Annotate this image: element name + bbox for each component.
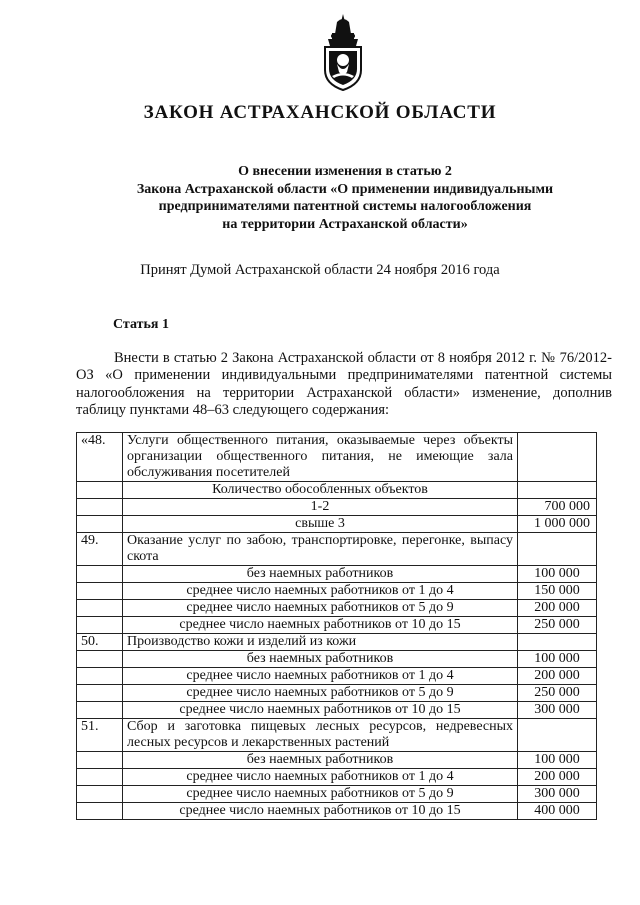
row-label: среднее число наемных работников от 1 до 4 [123,769,518,786]
table-row [77,719,597,752]
row-value: 100 000 [518,566,597,583]
item-number: 49. [77,533,123,566]
row-label: среднее число наемных работников от 5 до 9 [123,786,518,803]
subtitle-line: на территории Астраханской области» [222,216,468,232]
subtitle-line: О внесении изменения в статью 2 [238,164,452,179]
article-heading: Статья 1 [113,317,169,332]
table-row [77,499,597,516]
row-value: 100 000 [518,752,597,769]
law-title: ЗАКОН АСТРАХАНСКОЙ ОБЛАСТИ [143,102,497,123]
item-title: Оказание услуг по забою, транспортировке, перегонке, выпасу скота [123,533,518,566]
table-row [77,752,597,769]
row-value: 400 000 [518,803,597,820]
table-row [77,583,597,600]
row-value: 200 000 [518,668,597,685]
row-label: без наемных работников [123,566,518,583]
row-label: свыше 3 [123,516,518,533]
row-label: среднее число наемных работников от 5 до 9 [123,600,518,617]
coat-of-arms-icon [318,12,368,92]
row-value: 100 000 [518,651,597,668]
row-label: без наемных работников [123,752,518,769]
item-title: Сбор и заготовка пищевых лесных ресурсов, недревесных лесных ресурсов и лекарственных растений [123,719,518,752]
item-title: Услуги общественного питания, оказываемые через объекты организации общественного питания, не имеющие зала обслуживания посетителей [123,433,518,482]
table-row [77,651,597,668]
row-label: 1-2 [123,499,518,516]
row-label: среднее число наемных работников от 10 до 15 [123,803,518,820]
table-row [77,668,597,685]
row-value: 300 000 [518,702,597,719]
subtitle-line: Закона Астраханской области «О применении индивидуальными [136,181,554,197]
table-row [77,433,597,482]
table-row [77,702,597,719]
table-row [77,634,597,651]
table-row [77,482,597,499]
table-row [77,516,597,533]
row-value: 200 000 [518,600,597,617]
item-title: Производство кожи и изделий из кожи [123,634,518,651]
row-value: 300 000 [518,786,597,803]
table-row [77,533,597,566]
row-label: без наемных работников [123,651,518,668]
article-text: Внести в статью 2 Закона Астраханской области от 8 ноября 2012 г. № 76/2012-ОЗ «О применении индивидуальными предпринимателями патентной системы налогообложения на территории Астраханской области» изменение, дополнив таблицу пунктами 48–63 следующего содержания: [76,350,612,419]
item-number: «48. [77,433,123,482]
row-label: среднее число наемных работников от 1 до 4 [123,668,518,685]
tax-table [76,432,597,820]
table-row [77,617,597,634]
row-label: среднее число наемных работников от 10 до 15 [123,702,518,719]
adoption-note: Принят Думой Астраханской области 24 ноября 2016 года [140,262,500,278]
table-row [77,786,597,803]
row-value: 200 000 [518,769,597,786]
table-row [77,600,597,617]
row-value: 250 000 [518,617,597,634]
row-value: 700 000 [518,499,597,516]
row-label: среднее число наемных работников от 1 до 4 [123,583,518,600]
row-label: среднее число наемных работников от 10 до 15 [123,617,518,634]
law-subtitle [90,163,600,233]
row-label: среднее число наемных работников от 5 до 9 [123,685,518,702]
table-row [77,566,597,583]
row-value: 150 000 [518,583,597,600]
item-subheader: Количество обособленных объектов [123,482,518,499]
subtitle-line: предпринимателями патентной системы налогообложения [158,199,532,214]
row-value: 250 000 [518,685,597,702]
table-row [77,769,597,786]
item-number: 50. [77,634,123,651]
row-value: 1 000 000 [518,516,597,533]
item-number: 51. [77,719,123,752]
table-row [77,803,597,820]
table-row [77,685,597,702]
